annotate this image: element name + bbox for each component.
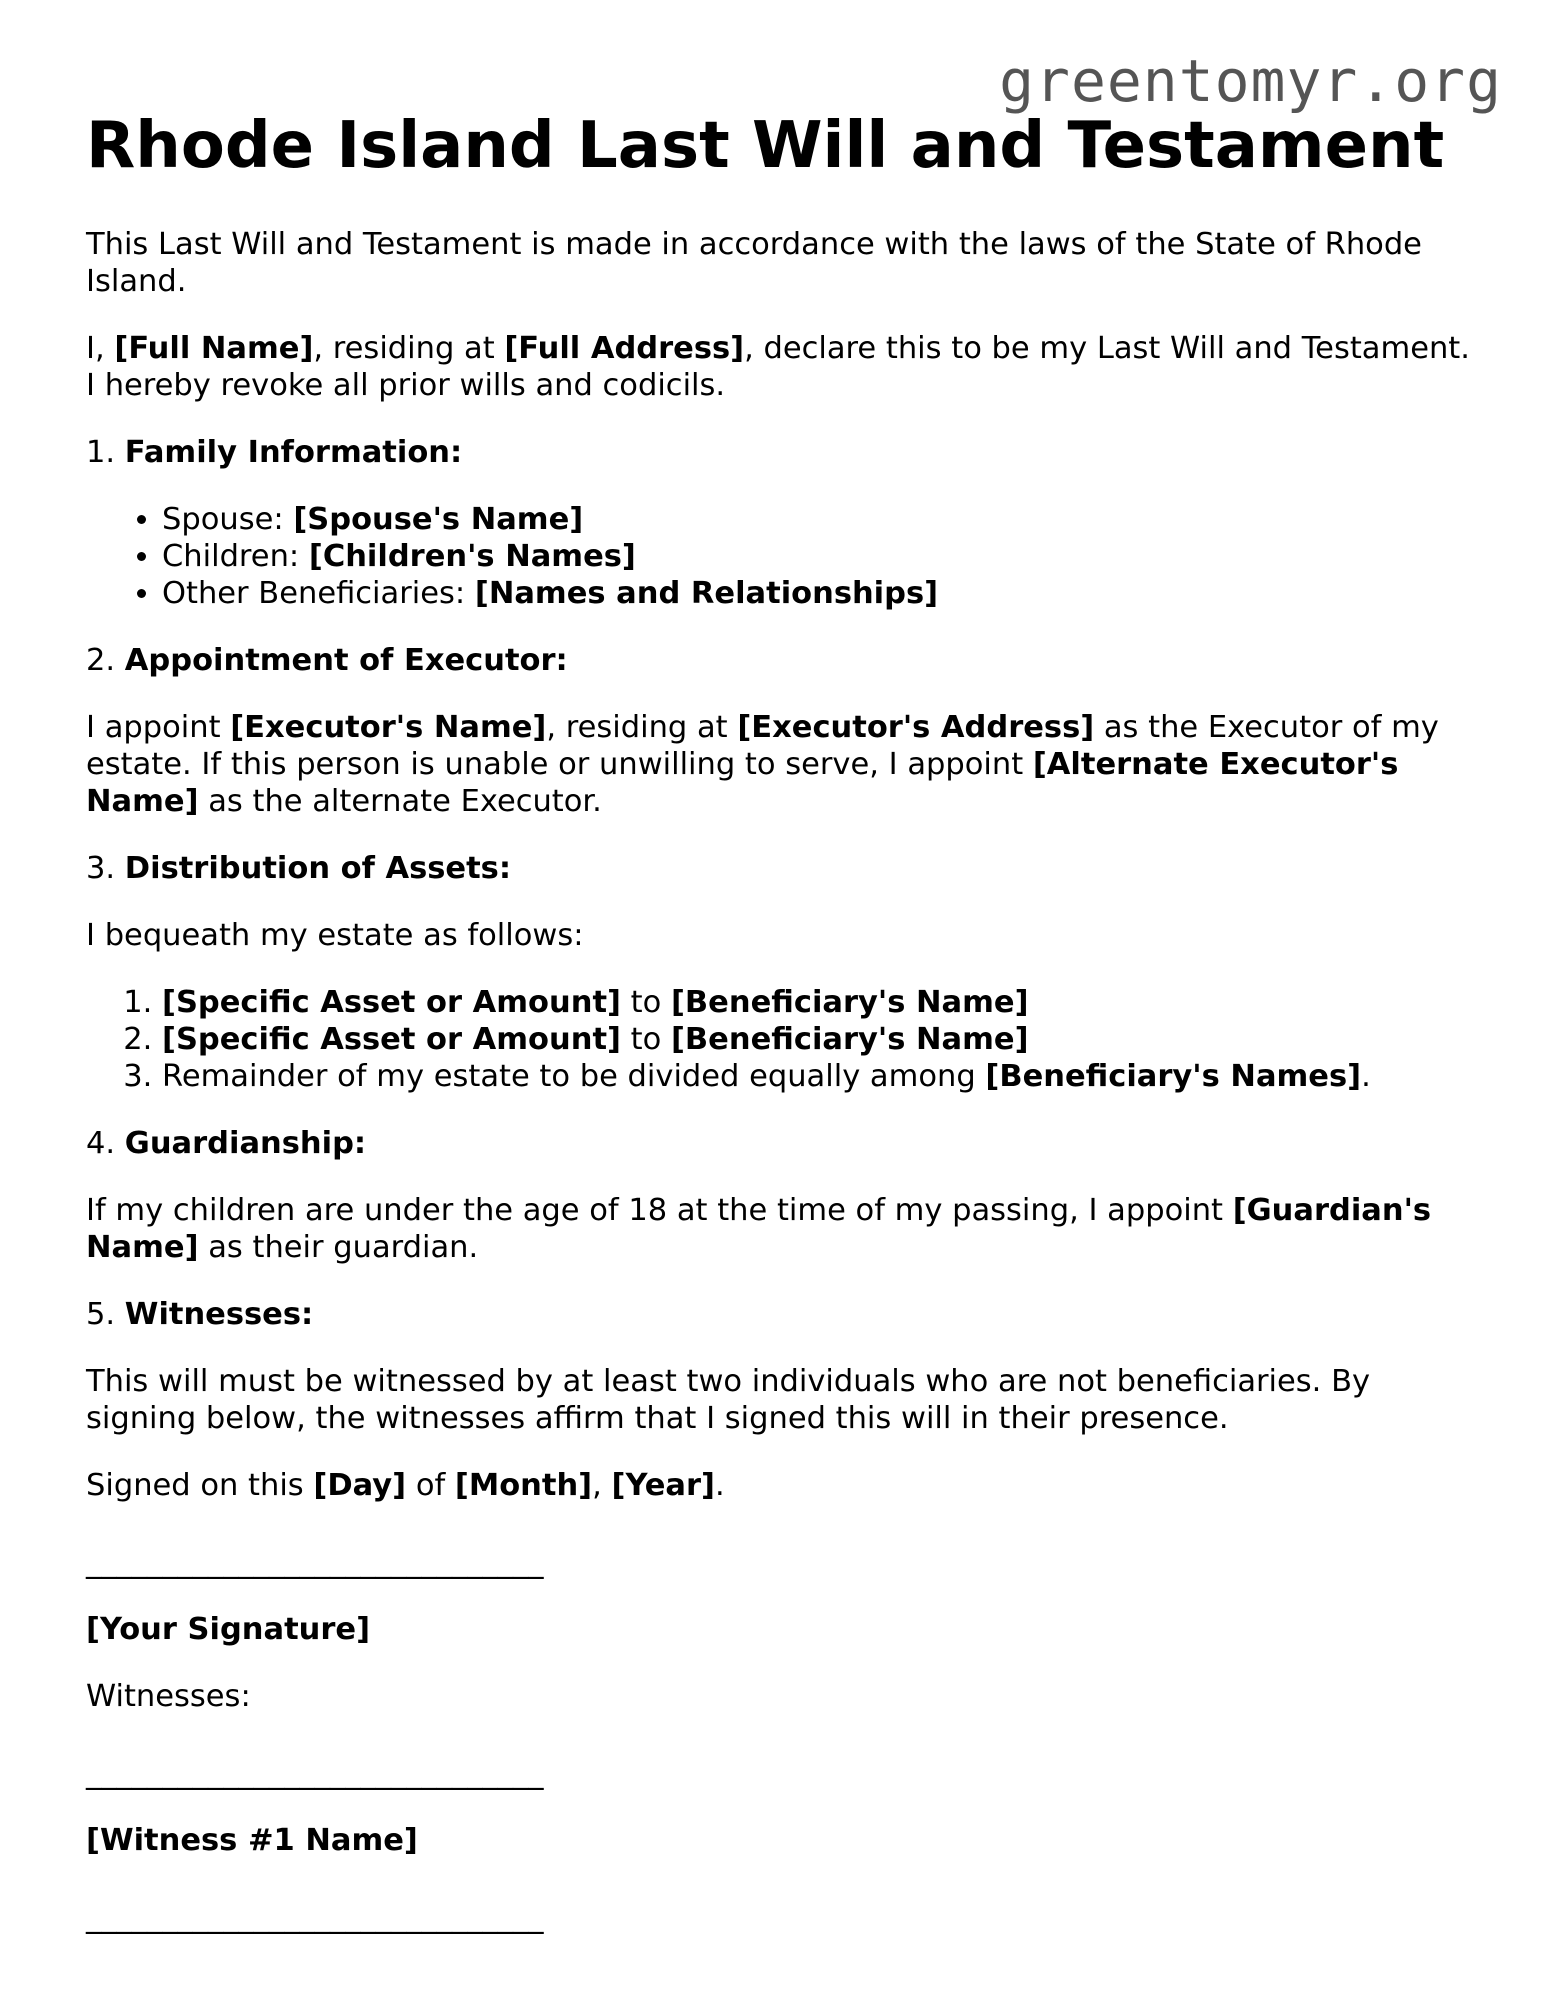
- family-list: [86, 501, 1486, 612]
- section-heading-witnesses: [86, 1296, 1486, 1333]
- full-name-placeholder: [Full Name]: [114, 331, 314, 366]
- list-item-spouse: [162, 501, 1486, 538]
- signed-text: Signed on this: [86, 1468, 314, 1503]
- assets-list: [86, 984, 1486, 1095]
- executor-address-placeholder: [Executor's Address]: [737, 710, 1095, 745]
- executor-paragraph: [86, 709, 1486, 820]
- witness-1-name-label: [86, 1822, 1486, 1859]
- signed-date-line: [86, 1467, 1486, 1504]
- section-number: 1.: [86, 435, 125, 470]
- beneficiary-placeholder: [Beneficiary's Name]: [670, 1022, 1029, 1057]
- your-signature-label: [86, 1611, 1486, 1648]
- section-title: Guardianship:: [124, 1126, 367, 1161]
- year-placeholder: [Year]: [611, 1468, 715, 1503]
- executor-name-placeholder: [Executor's Name]: [230, 710, 547, 745]
- asset-placeholder: [Specific Asset or Amount]: [162, 985, 621, 1020]
- witnesses-label: Witnesses:: [86, 1679, 251, 1714]
- section-title: Distribution of Assets:: [124, 851, 512, 886]
- declaration-text: , declare this to be my Last Will and Testament. I hereby revoke all prior wills and codicils.: [86, 331, 1470, 403]
- document-page: [86, 108, 1486, 1966]
- beneficiary-placeholder: [Beneficiary's Name]: [670, 985, 1029, 1020]
- section-title: Witnesses:: [124, 1297, 314, 1332]
- list-item-label: Other Beneficiaries:: [162, 576, 475, 611]
- intro-paragraph: This Last Will and Testament is made in accordance with the laws of the State of Rhode Island.: [86, 227, 1422, 299]
- witness-1-name-placeholder: [Witness #1 Name]: [86, 1823, 418, 1858]
- month-placeholder: [Month]: [454, 1468, 593, 1503]
- spouse-placeholder: [Spouse's Name]: [293, 502, 584, 537]
- guardianship-text: If my children are under the age of 18 at the time of my passing, I appoint: [86, 1193, 1233, 1228]
- guardianship-text: as their guardian.: [198, 1230, 479, 1265]
- list-item-label: Children:: [162, 539, 309, 574]
- witnesses-paragraph: This will must be witnessed by at least two individuals who are not beneficiaries. By signing below, the witnesses affirm that I signed this will in their presence.: [86, 1364, 1371, 1436]
- list-item-children: [162, 538, 1486, 575]
- alternate-executor-placeholder: [Alternate Executor's Name]: [86, 747, 1399, 819]
- your-signature-placeholder: [Your Signature]: [86, 1612, 371, 1647]
- watermark: greentomyr.org: [999, 47, 1502, 115]
- assets-intro: I bequeath my estate as follows:: [86, 918, 584, 953]
- executor-text: I appoint: [86, 710, 231, 745]
- section-heading-executor: [86, 642, 1486, 679]
- section-title: Appointment of Executor:: [124, 643, 568, 678]
- asset-item-1: [162, 984, 1486, 1021]
- declaration-text: I,: [86, 331, 115, 366]
- beneficiaries-placeholder: [Beneficiary's Names]: [985, 1059, 1362, 1094]
- guardianship-paragraph: [86, 1192, 1486, 1266]
- remainder-text: Remainder of my estate to be divided equally among: [162, 1059, 986, 1094]
- beneficiaries-placeholder: [Names and Relationships]: [474, 576, 939, 611]
- day-placeholder: [Day]: [313, 1468, 407, 1503]
- asset-item-2: [162, 1021, 1486, 1058]
- asset-item-3: [162, 1058, 1486, 1095]
- signed-text: ,: [592, 1468, 612, 1503]
- executor-text: as the Executor of my estate. If this person is unable or unwilling to serve, I appoint: [86, 710, 1439, 782]
- executor-text: as the alternate Executor.: [198, 784, 602, 819]
- children-placeholder: [Children's Names]: [308, 539, 636, 574]
- declaration-text: , residing at: [313, 331, 505, 366]
- section-number: 2.: [86, 643, 125, 678]
- full-address-placeholder: [Full Address]: [504, 331, 745, 366]
- signed-text: of: [406, 1468, 455, 1503]
- section-number: 4.: [86, 1126, 125, 1161]
- signature-line[interactable]: ______________________________: [86, 1545, 544, 1580]
- asset-connector: to: [620, 985, 671, 1020]
- section-title: Family Information:: [124, 435, 463, 470]
- section-heading-assets: [86, 850, 1486, 887]
- section-number: 5.: [86, 1297, 125, 1332]
- witness-2-signature-line[interactable]: ______________________________: [86, 1900, 544, 1935]
- document-title: Rhode Island Last Will and Testament: [86, 109, 1445, 183]
- section-heading-guardianship: [86, 1125, 1486, 1162]
- guardian-name-placeholder: [Guardian's Name]: [86, 1193, 1432, 1265]
- section-heading-family: [86, 434, 1486, 471]
- asset-connector: to: [620, 1022, 671, 1057]
- asset-placeholder: [Specific Asset or Amount]: [162, 1022, 621, 1057]
- list-item-other-beneficiaries: [162, 575, 1486, 612]
- executor-text: , residing at: [546, 710, 738, 745]
- remainder-end: .: [1361, 1059, 1371, 1094]
- signed-text: .: [715, 1468, 725, 1503]
- declaration-paragraph: [86, 330, 1486, 404]
- section-number: 3.: [86, 851, 125, 886]
- witness-1-signature-line[interactable]: ______________________________: [86, 1756, 544, 1791]
- list-item-label: Spouse:: [162, 502, 294, 537]
